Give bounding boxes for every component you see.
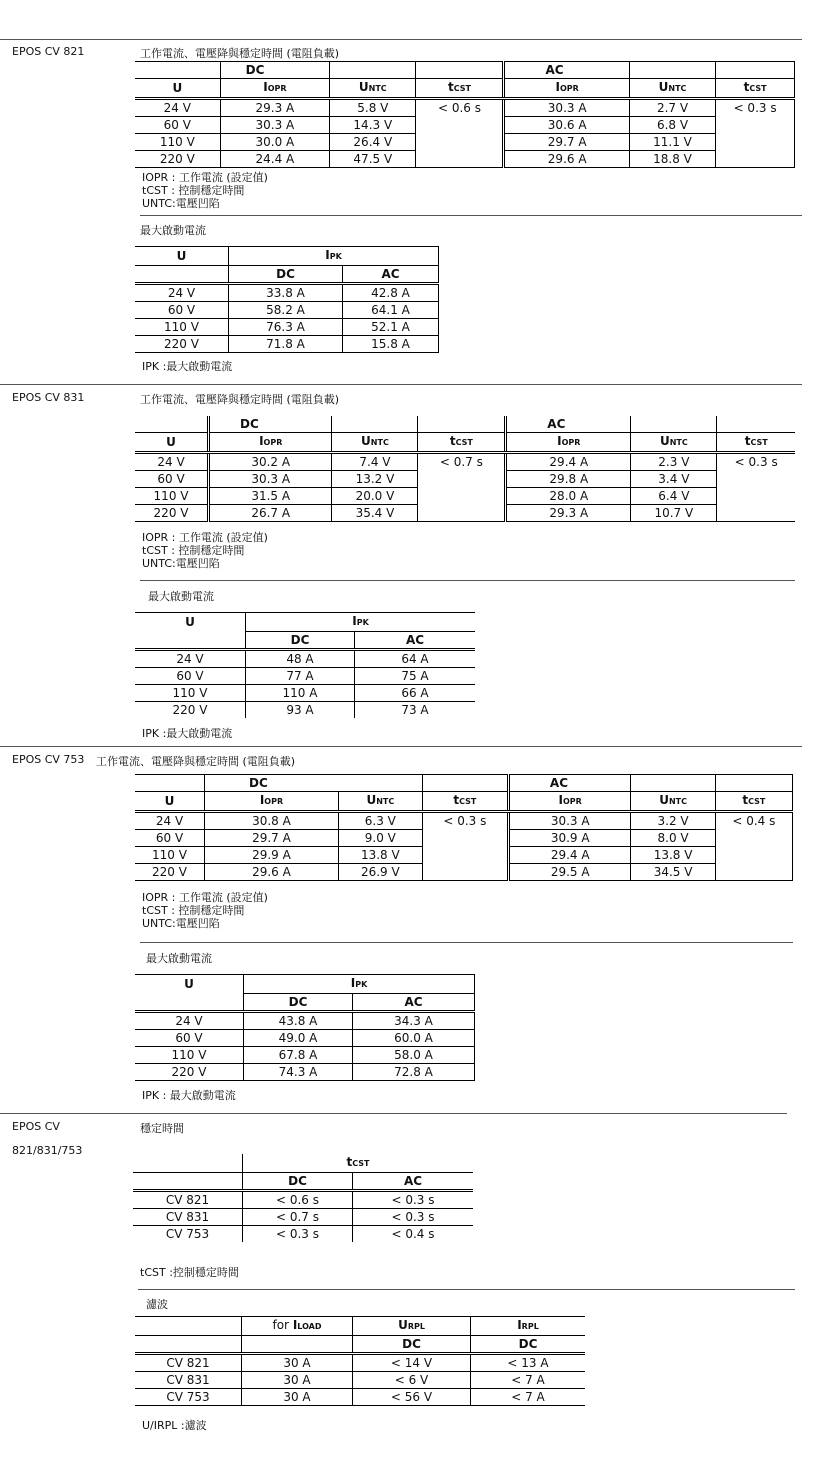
cell-u: 110 V xyxy=(135,847,205,864)
cell-ac: 58.0 A xyxy=(353,1047,475,1064)
cell-u: 60 V xyxy=(135,830,205,847)
note-iopr: IOPR : 工作電流 (設定值) xyxy=(142,531,268,544)
cell-ac-i: 30.3 A xyxy=(504,99,629,117)
cell-dc: 49.0 A xyxy=(244,1030,353,1047)
cell-ac-i: 29.4 A xyxy=(508,847,631,864)
cell-dc-u: 26.4 V xyxy=(330,134,416,151)
ripple-col-dc-i: DC xyxy=(471,1336,586,1354)
cell-dc-i: 24.4 A xyxy=(220,151,330,168)
cell-u: 24 V xyxy=(135,284,229,302)
peak-title: 最大啟動電流 xyxy=(146,952,212,965)
section-divider xyxy=(0,384,802,385)
cell-dc-i: 29.6 A xyxy=(205,864,339,881)
cell-dc-t: < 0.7 s xyxy=(418,453,506,522)
cell-ac: < 0.3 s xyxy=(353,1191,474,1209)
cell-ac-i: 29.5 A xyxy=(508,864,631,881)
cell-ac: < 0.3 s xyxy=(353,1209,474,1226)
cell-dc-u: 6.3 V xyxy=(338,812,422,830)
table-row xyxy=(135,650,475,668)
ac-header: AC xyxy=(504,62,629,79)
peak-table xyxy=(135,974,475,1081)
note-tcst: tCST : 控制穩定時間 xyxy=(142,904,245,917)
cell-dc: 33.8 A xyxy=(229,284,343,302)
table-row xyxy=(133,1209,473,1226)
model-label: EPOS CV 821 xyxy=(12,45,85,58)
cell-dc-u: 20.0 V xyxy=(332,488,418,505)
cell-ac: 52.1 A xyxy=(343,319,439,336)
cell-ac-i: 29.6 A xyxy=(504,151,629,168)
table-row xyxy=(135,702,475,719)
col-tcst-ac: tCST xyxy=(716,79,795,99)
sub-divider xyxy=(138,1289,795,1290)
cell-i: < 7 A xyxy=(471,1372,586,1389)
cell-ac: 34.3 A xyxy=(353,1012,475,1030)
cell-load: 30 A xyxy=(242,1389,353,1406)
sub-divider xyxy=(140,580,795,581)
table-row xyxy=(135,1047,475,1064)
cell-dc-i: 30.8 A xyxy=(205,812,339,830)
stab-note: tCST :控制穩定時間 xyxy=(140,1266,239,1279)
table-row xyxy=(135,319,439,336)
peak-table xyxy=(135,246,439,353)
peak-col-ac: AC xyxy=(355,632,476,650)
cell-u: 60 V xyxy=(135,117,220,134)
ripple-col-urpl: URPL xyxy=(353,1317,471,1336)
cell-u: 60 V xyxy=(135,1030,244,1047)
ripple-col-irpl: IRPL xyxy=(471,1317,586,1336)
cell-ac: 73 A xyxy=(401,703,429,717)
cell-ac: < 0.4 s xyxy=(391,1227,435,1241)
cell-ac-u: 2.7 V xyxy=(629,99,715,117)
cell-u: 60 V xyxy=(135,302,229,319)
dc-header: DC xyxy=(220,62,330,79)
cell-u: 110 V xyxy=(135,488,209,505)
cell-ac-i: 28.0 A xyxy=(506,488,631,505)
cell-dc-u: 9.0 V xyxy=(338,830,422,847)
note-iopr: IOPR : 工作電流 (設定值) xyxy=(142,171,268,184)
stabilization-table xyxy=(133,1154,473,1242)
col-tcst-ac: tCST xyxy=(715,792,792,812)
col-iopr-ac: IOPR xyxy=(506,433,631,453)
operating-table xyxy=(135,774,793,881)
cell-ac-u: 11.1 V xyxy=(629,134,715,151)
cell-u: 220 V xyxy=(135,151,220,168)
cell-ac-t: < 0.4 s xyxy=(715,812,792,881)
cell-u: 110 V xyxy=(135,1047,244,1064)
cell-dc-i: 29.9 A xyxy=(205,847,339,864)
note-untc: UNTC:電壓凹陷 xyxy=(142,197,220,210)
model-label-range: 821/831/753 xyxy=(12,1144,83,1157)
section-title: 工作電流、電壓降與穩定時間 (電阻負載) xyxy=(140,393,340,406)
cell-dc-i: 29.3 A xyxy=(220,99,330,117)
section-title: 工作電流、電壓降與穩定時間 (電阻負載) xyxy=(96,755,296,768)
cell-dc: 58.2 A xyxy=(229,302,343,319)
cell-ac: 72.8 A xyxy=(353,1064,475,1081)
peak-col-ac: AC xyxy=(343,266,439,284)
section-divider xyxy=(0,39,802,40)
col-iopr: IOPR xyxy=(209,433,332,453)
cell-dc-i: 30.3 A xyxy=(220,117,330,134)
cell-model: CV 821 xyxy=(135,1354,242,1372)
col-u: U xyxy=(135,792,205,812)
col-tcst-ac: tCST xyxy=(717,433,795,453)
cell-ac-i: 29.7 A xyxy=(504,134,629,151)
cell-u: 24 V xyxy=(135,812,205,830)
cell-u: 60 V xyxy=(135,471,209,488)
cell-ac-u: 3.2 V xyxy=(631,812,715,830)
cell-dc: 74.3 A xyxy=(244,1064,353,1081)
col-untc: UNTC xyxy=(330,79,416,99)
cell-ac-u: 3.4 V xyxy=(631,471,717,488)
table-row xyxy=(135,685,475,702)
stab-col-dc: DC xyxy=(243,1173,353,1191)
cell-i: < 13 A xyxy=(471,1354,586,1372)
table-row xyxy=(135,284,439,302)
peak-note: IPK :最大啟動電流 xyxy=(142,360,233,373)
cell-load: 30 A xyxy=(242,1354,353,1372)
sub-divider xyxy=(140,215,802,216)
cell-dc-i: 30.0 A xyxy=(220,134,330,151)
cell-ac: 66 A xyxy=(355,685,476,702)
peak-col-u: U xyxy=(135,975,244,994)
peak-note: IPK :最大啟動電流 xyxy=(142,727,233,740)
ripple-col-load: for ILOAD xyxy=(242,1317,353,1336)
table-row xyxy=(135,1012,475,1030)
cell-ac-t: < 0.3 s xyxy=(717,453,795,522)
model-label: EPOS CV 831 xyxy=(12,391,85,404)
cell-dc: < 0.7 s xyxy=(243,1209,353,1226)
dc-header: DC xyxy=(209,416,332,433)
cell-dc: 48 A xyxy=(246,650,355,668)
cell-dc-i: 30.2 A xyxy=(209,453,332,471)
cell-u: 110 V xyxy=(135,685,246,702)
table-row xyxy=(135,1030,475,1047)
cell-dc: 77 A xyxy=(246,668,355,685)
legend-notes xyxy=(142,531,268,570)
col-tcst: tCST xyxy=(416,79,504,99)
cell-ac-i: 30.6 A xyxy=(504,117,629,134)
ac-header: AC xyxy=(508,775,631,792)
table-row xyxy=(135,336,439,353)
model-label: EPOS CV 753 xyxy=(12,753,85,766)
cell-ac-u: 6.4 V xyxy=(631,488,717,505)
sub-divider xyxy=(140,942,793,943)
cell-dc-t: < 0.3 s xyxy=(422,812,508,881)
table-row xyxy=(133,1226,473,1243)
cell-dc: < 0.6 s xyxy=(243,1191,353,1209)
cell-ac-u: 10.7 V xyxy=(631,505,717,522)
col-untc-ac: UNTC xyxy=(629,79,715,99)
cell-u: < 6 V xyxy=(353,1372,471,1389)
cell-u: 220 V xyxy=(135,702,246,719)
cell-dc-i: 30.3 A xyxy=(209,471,332,488)
cell-dc-u: 26.9 V xyxy=(338,864,422,881)
operating-table xyxy=(135,416,795,522)
col-u: U xyxy=(135,79,220,99)
cell-u: 24 V xyxy=(135,650,246,668)
cell-model: CV 831 xyxy=(133,1209,243,1226)
peak-title: 最大啟動電流 xyxy=(148,590,214,603)
table-row xyxy=(133,1191,473,1209)
cell-dc-u: 7.4 V xyxy=(332,453,418,471)
cell-dc: 110 A xyxy=(246,685,355,702)
table-row xyxy=(135,668,475,685)
cell-ac-u: 2.3 V xyxy=(631,453,717,471)
cell-dc-u: 5.8 V xyxy=(330,99,416,117)
cell-ac: 42.8 A xyxy=(343,284,439,302)
cell-dc: 71.8 A xyxy=(229,336,343,353)
col-iopr-ac: IOPR xyxy=(504,79,629,99)
table-row xyxy=(135,99,795,117)
cell-u: < 56 V xyxy=(353,1389,471,1406)
cell-dc-u: 47.5 V xyxy=(330,151,416,168)
cell-ac-u: 18.8 V xyxy=(629,151,715,168)
ripple-col-dc-u: DC xyxy=(353,1336,471,1354)
dc-header: DC xyxy=(205,775,339,792)
table-row xyxy=(135,1389,585,1406)
col-tcst: tCST xyxy=(418,433,506,453)
cell-dc-u: 14.3 V xyxy=(330,117,416,134)
col-untc: UNTC xyxy=(338,792,422,812)
stab-title: 穩定時間 xyxy=(140,1122,184,1135)
cell-ac-i: 29.4 A xyxy=(506,453,631,471)
cell-u: 24 V xyxy=(135,1012,244,1030)
cell-dc: 67.8 A xyxy=(244,1047,353,1064)
cell-ac: 75 A xyxy=(355,668,476,685)
cell-u: 220 V xyxy=(135,505,209,522)
cell-dc-t: < 0.6 s xyxy=(416,99,504,168)
col-iopr: IOPR xyxy=(220,79,330,99)
ripple-note: U/IRPL :濾波 xyxy=(142,1419,207,1432)
cell-dc: 43.8 A xyxy=(244,1012,353,1030)
cell-ac-t: < 0.3 s xyxy=(716,99,795,168)
peak-col-ipk: IPK xyxy=(244,975,475,994)
legend-notes xyxy=(142,891,268,930)
ripple-title: 濾波 xyxy=(146,1298,168,1311)
cell-dc: 93 A xyxy=(246,702,355,719)
peak-col-dc: DC xyxy=(229,266,343,284)
note-tcst: tCST : 控制穩定時間 xyxy=(142,544,245,557)
cell-dc-i: 26.7 A xyxy=(209,505,332,522)
peak-col-u: U xyxy=(135,613,246,632)
cell-u: 110 V xyxy=(135,319,229,336)
section-title: 工作電流、電壓降與穩定時間 (電阻負載) xyxy=(140,47,340,60)
cell-dc-u: 13.8 V xyxy=(338,847,422,864)
cell-u: < 14 V xyxy=(353,1354,471,1372)
cell-dc-i: 29.7 A xyxy=(205,830,339,847)
cell-u: 220 V xyxy=(135,336,229,353)
table-row xyxy=(135,453,795,471)
cell-ac-i: 30.9 A xyxy=(508,830,631,847)
col-untc: UNTC xyxy=(332,433,418,453)
cell-model: CV 831 xyxy=(135,1372,242,1389)
peak-col-ipk: IPK xyxy=(246,613,476,632)
cell-dc-u: 13.2 V xyxy=(332,471,418,488)
col-iopr: IOPR xyxy=(205,792,339,812)
cell-dc-i: 31.5 A xyxy=(209,488,332,505)
cell-u: 220 V xyxy=(135,1064,244,1081)
cell-ac-u: 34.5 V xyxy=(631,864,715,881)
cell-dc-u: 35.4 V xyxy=(332,505,418,522)
model-label: EPOS CV xyxy=(12,1120,60,1133)
col-u: U xyxy=(135,433,209,453)
ripple-table xyxy=(135,1316,585,1406)
table-row xyxy=(135,812,793,830)
cell-u: 60 V xyxy=(135,668,246,685)
table-row xyxy=(135,1064,475,1081)
ac-header: AC xyxy=(506,416,631,433)
cell-ac-i: 30.3 A xyxy=(508,812,631,830)
cell-dc: 76.3 A xyxy=(229,319,343,336)
legend-notes xyxy=(142,171,268,210)
stab-col-ac: AC xyxy=(353,1173,474,1191)
cell-ac-u: 8.0 V xyxy=(631,830,715,847)
table-row xyxy=(135,302,439,319)
cell-u: 110 V xyxy=(135,134,220,151)
cell-model: CV 753 xyxy=(133,1226,243,1243)
operating-table xyxy=(135,61,795,168)
cell-u: 220 V xyxy=(135,864,205,881)
peak-col-ac: AC xyxy=(353,994,475,1012)
peak-col-dc: DC xyxy=(246,632,355,650)
cell-u: 24 V xyxy=(135,453,209,471)
cell-model: CV 753 xyxy=(135,1389,242,1406)
cell-ac-i: 29.8 A xyxy=(506,471,631,488)
note-iopr: IOPR : 工作電流 (設定值) xyxy=(142,891,268,904)
table-row xyxy=(135,1354,585,1372)
cell-ac-i: 29.3 A xyxy=(506,505,631,522)
col-iopr-ac: IOPR xyxy=(508,792,631,812)
section-divider xyxy=(0,1113,787,1114)
cell-model: CV 821 xyxy=(133,1191,243,1209)
cell-ac: 64.1 A xyxy=(343,302,439,319)
stab-col-tcst: tCST xyxy=(346,1155,370,1169)
cell-ac: 15.8 A xyxy=(343,336,439,353)
cell-u: 24 V xyxy=(135,99,220,117)
peak-note: IPK : 最大啟動電流 xyxy=(142,1089,236,1102)
section-divider xyxy=(0,746,802,747)
cell-ac-u: 6.8 V xyxy=(629,117,715,134)
cell-load: 30 A xyxy=(242,1372,353,1389)
cell-ac: 64 A xyxy=(355,650,476,668)
cell-dc: < 0.3 s xyxy=(243,1226,353,1243)
note-untc: UNTC:電壓凹陷 xyxy=(142,557,220,570)
peak-col-dc: DC xyxy=(244,994,353,1012)
table-row xyxy=(135,1372,585,1389)
col-untc-ac: UNTC xyxy=(631,792,715,812)
cell-ac-u: 13.8 V xyxy=(631,847,715,864)
peak-table xyxy=(135,612,475,718)
col-tcst: tCST xyxy=(422,792,508,812)
note-tcst: tCST : 控制穩定時間 xyxy=(142,184,245,197)
peak-title: 最大啟動電流 xyxy=(140,224,206,237)
col-untc-ac: UNTC xyxy=(631,433,717,453)
cell-ac: 60.0 A xyxy=(353,1030,475,1047)
note-untc: UNTC:電壓凹陷 xyxy=(142,917,220,930)
peak-col-u: U xyxy=(135,247,229,266)
cell-i: < 7 A xyxy=(471,1389,586,1406)
peak-col-ipk: IPK xyxy=(229,247,439,266)
